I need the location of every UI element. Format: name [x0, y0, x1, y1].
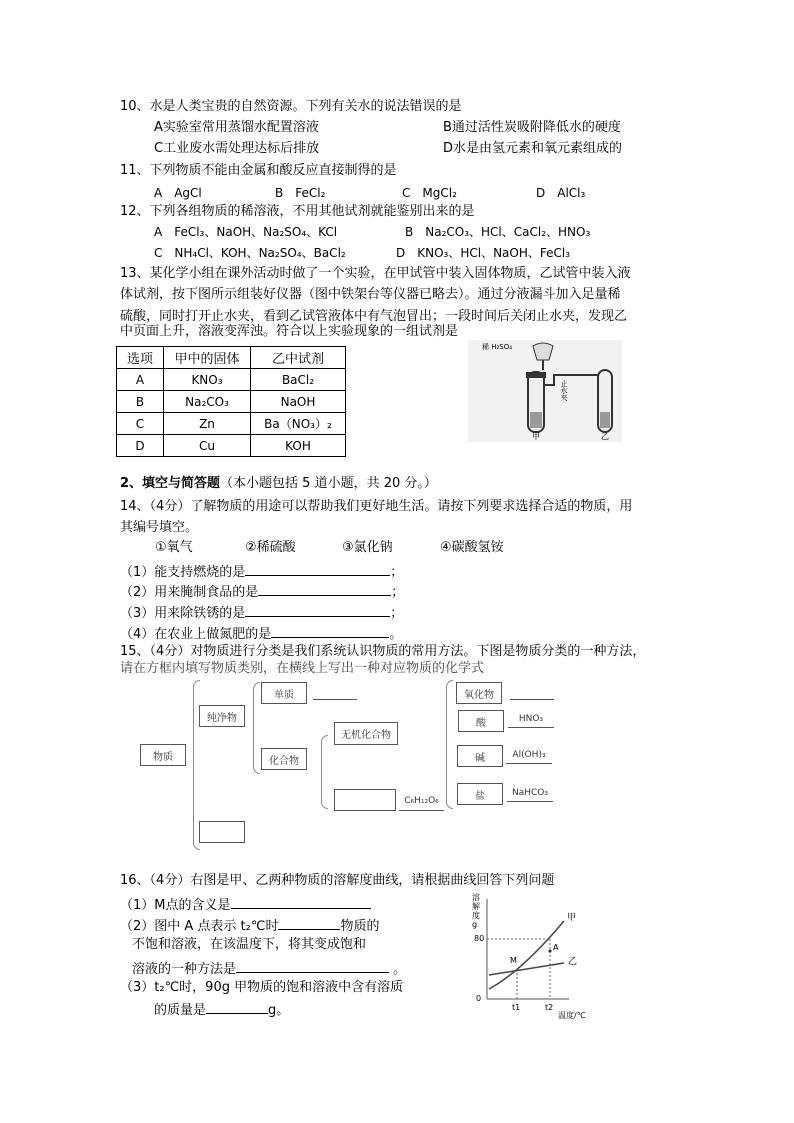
- box-acid: 酸: [458, 710, 504, 732]
- q14-line: 其编号填空。: [120, 520, 199, 535]
- answer-blank[interactable]: [258, 582, 391, 596]
- q13-line: 13、某化学小组在课外活动时做了一个实验，在甲试管中装入固体物质，乙试管中装入液: [120, 266, 631, 281]
- table-row: C Zn Ba（NO₃）₂: [117, 413, 346, 435]
- q16-sub3-line2: 的质量是 g。: [154, 1000, 289, 1019]
- q11-option-a: A AgCl: [154, 186, 202, 200]
- q10-stem: 10、水是人类宝贵的自然资源。下列有关水的说法错误的是: [120, 99, 462, 114]
- q10-option-d: D水是由氢元素和氧元素组成的: [443, 141, 623, 156]
- box-root: 物质: [140, 744, 186, 766]
- table-header: 选项: [117, 347, 164, 369]
- element-formula-blank[interactable]: [313, 686, 357, 700]
- series-jia: [489, 921, 564, 989]
- clamp-label: 止水夹: [560, 380, 568, 401]
- q10-option-c: C工业废水需处理达标后排放: [154, 141, 320, 156]
- q16-sub2-line3: 溶液的一种方法是 。: [132, 959, 406, 978]
- y-tick: 80: [474, 934, 485, 943]
- box-pure: 纯净物: [199, 705, 245, 727]
- box-inorganic: 无机化合物: [334, 722, 398, 745]
- q11-stem: 11、下列物质不能由金属和酸反应直接制得的是: [120, 163, 397, 178]
- base-formula: Al(OH)₃: [506, 750, 552, 764]
- brace: [253, 682, 260, 774]
- organic-formula: C₆H₁₂O₆: [399, 796, 444, 811]
- q15-line: 请在方框内填写物质类别，在横线上写出一种对应物质的化学式: [120, 661, 485, 676]
- q12-option-a: A FeCl₃、NaOH、Na₂SO₄、KCl: [154, 225, 338, 239]
- series-yi: [489, 963, 564, 975]
- box-compound: 化合物: [261, 748, 307, 770]
- q14-sub: （3）用来除铁锈的是 ；: [120, 603, 403, 622]
- table-row: B Na₂CO₃ NaOH: [117, 391, 346, 413]
- box-oxide: 氧化物: [456, 682, 502, 704]
- q14-sub: （1）能支持燃烧的是 ；: [120, 562, 403, 581]
- q11-option-c: C MgCl₂: [402, 186, 457, 200]
- q12-option-b: B Na₂CO₃、HCl、CaCl₂、HNO₃: [405, 225, 591, 239]
- answer-blank[interactable]: [236, 959, 389, 973]
- q10-option-b: B通过活性炭吸附降低水的硬度: [443, 120, 621, 135]
- tube2-label: 乙: [601, 432, 609, 441]
- section-note: （本小题包括 5 道小题，共 20 分。）: [220, 476, 437, 491]
- section-heading: [120, 476, 437, 492]
- q16-stem: 16、（4分）右图是甲、乙两种物质的溶解度曲线，请根据曲线回答下列问题: [120, 873, 555, 888]
- q13-line: 中页面上升，溶液变浑浊。符合以上实验现象的一组试剂是: [120, 324, 459, 339]
- q10-option-a: A实验室常用蒸馏水配置溶液: [154, 120, 319, 135]
- brace: [321, 735, 328, 809]
- box-base: 碱: [457, 745, 503, 767]
- x-tick: t2: [545, 1003, 554, 1012]
- q12-option-d: D KNO₃、HCl、NaOH、FeCl₃: [396, 246, 571, 260]
- q15-line: 15、（4分）对物质进行分类是我们系统认识物质的常用方法。下图是物质分类的一种方法，: [120, 644, 646, 659]
- brace: [446, 680, 453, 809]
- series-label-jia: 甲: [567, 913, 577, 923]
- q14-sub: （2）用来腌制食品的是 ；: [120, 582, 404, 601]
- q16-sub2: （2）图中 A 点表示 t₂℃时 物质的: [120, 916, 380, 935]
- table-header: 乙中试剂: [251, 347, 346, 369]
- box-element: 单质: [261, 682, 307, 704]
- q16-sub1: （1）M点的含义是: [120, 895, 371, 914]
- x-axis-label: 温度/℃: [558, 1011, 586, 1020]
- q14-choice: ②稀硫酸: [245, 540, 296, 555]
- answer-blank[interactable]: [278, 916, 340, 930]
- q14-choice: ③氯化钠: [342, 540, 393, 555]
- q16-sub3: （3）t₂℃时，90g 甲物质的饱和溶液中含有溶质: [120, 980, 404, 995]
- series-label-yi: 乙: [568, 957, 578, 967]
- q14-choice: ①氧气: [155, 540, 193, 555]
- answer-blank[interactable]: [245, 603, 390, 617]
- q13-line: 硫酸，同时打开止水夹，看到乙试管液体中有气泡冒出；一段时间后关闭止水夹，发现乙: [120, 309, 628, 324]
- solubility-chart: [452, 893, 592, 1021]
- q14-sub: （4）在农业上做氮肥的是 。: [120, 624, 402, 643]
- section-title: 2、填空与简答题: [120, 476, 221, 491]
- q12-stem: 12、下列各组物质的稀溶液，不用其他试剂就能鉴别出来的是: [120, 204, 475, 219]
- point-a: [549, 950, 552, 953]
- q13-line: 体试剂，按下图所示组装好仪器（图中铁架台等仪器已略去）。通过分液漏斗加入足量稀: [120, 287, 621, 302]
- apparatus-figure: [468, 340, 622, 442]
- table-header: 甲中的固体: [164, 347, 251, 369]
- table-row: D Cu KOH: [117, 435, 346, 457]
- answer-blank[interactable]: [245, 562, 390, 576]
- box-organic-blank[interactable]: [334, 789, 396, 811]
- q11-option-b: B FeCl₂: [275, 186, 326, 200]
- oxide-formula-blank[interactable]: [510, 686, 554, 700]
- salt-formula: NaHCO₃: [507, 788, 553, 802]
- q13-table: [116, 346, 346, 457]
- q11-option-d: D AlCl₃: [536, 186, 586, 200]
- tube1-label: 甲: [532, 432, 540, 441]
- box-salt: 盐: [457, 783, 503, 805]
- point-a-label: A: [553, 943, 559, 952]
- q14-line: 14、（4分）了解物质的用途可以帮助我们更好地生活。请按下列要求选择合适的物质，用: [120, 499, 633, 514]
- acid-label: 稀 H₂SO₄: [482, 343, 513, 351]
- q16-sub2-line2: 不饱和溶液，在该温度下，将其变成饱和: [132, 937, 367, 952]
- answer-blank[interactable]: [206, 1000, 268, 1014]
- y-tick: 0: [476, 994, 482, 1003]
- box-mixture-blank[interactable]: [199, 821, 245, 843]
- answer-blank[interactable]: [231, 895, 371, 909]
- x-tick: t1: [512, 1003, 521, 1012]
- y-axis-label: 溶解度g: [472, 893, 480, 929]
- answer-blank[interactable]: [271, 624, 389, 638]
- q12-option-c: C NH₄Cl、KOH、Na₂SO₄、BaCl₂: [154, 246, 346, 260]
- point-m-label: M: [510, 956, 517, 965]
- q14-choice: ④碳酸氢铵: [440, 540, 504, 555]
- acid-formula: HNO₃: [508, 714, 554, 728]
- table-row: A KNO₃ BaCl₂: [117, 369, 346, 391]
